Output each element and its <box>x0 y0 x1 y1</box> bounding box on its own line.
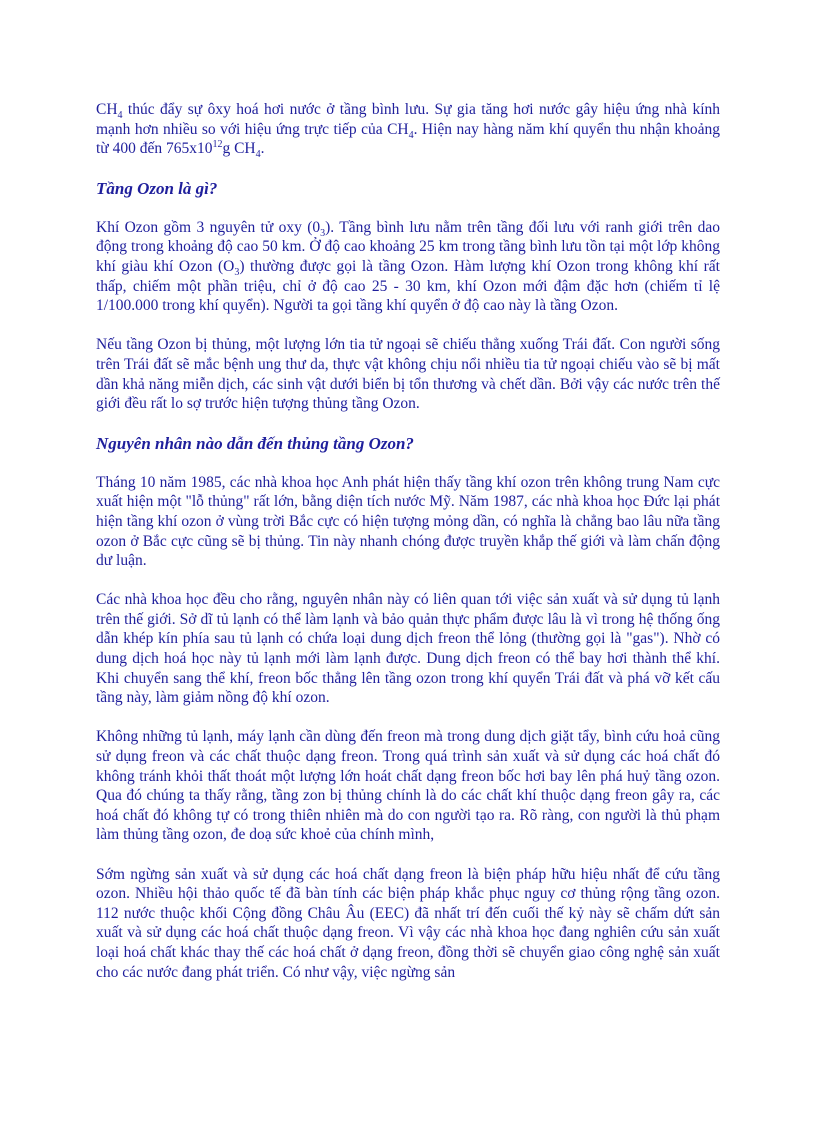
heading-ozone-layer: Tầng Ozon là gì? <box>96 178 218 198</box>
intro-text: . <box>260 140 265 158</box>
solutions-paragraph: Sớm ngừng sản xuất và sử dụng các hoá chất dạng freon là biện pháp hữu hiệu nhất để cứu tầng ozon. Nhiều hội thảo quốc tế đã bàn tính các biện pháp khắc phục nguy cơ thủng rộng tầng ozon. 112 nước thuộc khối Cộng đồng Châu Âu (EEC) đã nhất trí đến cuối thế kỷ này sẽ chấm dứt sản xuất và sử dụng các hoá chất thuộc dạng freon. Vì vậy các nhà khoa học đang nghiên cứu sản xuất loại hoá chất khác thay thế các hoá chất ở dạng freon, đồng thời sẽ chuyển giao công nghệ sản xuất cho các nước đang phát triển. Có như vậy, việc ngừng sản <box>96 865 720 981</box>
hole-effects-paragraph: Nếu tầng Ozon bị thủng, một lượng lớn tia tử ngoại sẽ chiếu thẳng xuống Trái đất. Con người sống trên Trái đất sẽ mắc bệnh ung thư da, thực vật không chịu nổi nhiều tia tử ngoại chiếu vào sẽ bị mất dần khả năng miễn dịch, các sinh vật dưới biển bị tổn thương và chết dần. Bởi vậy các nước trên thế giới đều rất lo sợ trước hiện tượng thủng tầng Ozon. <box>96 336 720 413</box>
heading-causes: Nguyên nhân nào dẫn đến thủng tầng Ozon? <box>96 433 414 453</box>
paragraph-text: Khí Ozon gồm 3 nguyên tử oxy (0 <box>96 218 321 236</box>
discovery-1985-paragraph: Tháng 10 năm 1985, các nhà khoa học Anh phát hiện thấy tầng khí ozon trên không trung Nam cực xuất hiện một "lỗ thủng" rất lớn, bằng diện tích nước Mỹ. Năm 1987, các nhà khoa học Đức lại phát hiện tầng khí ozon ở vùng trời Bắc cực có hiện tượng mỏng dần, có nghĩa là chẳng bao lâu nữa tầng ozon ở Bắc cực cũng sẽ bị thủng. Tin này nhanh chóng được truyền khắp thế giới và làm chấn động dư luận. <box>96 473 720 570</box>
paragraph-text: ). Tầng bình lưu nằm trên tầng đối lưu với ranh giới trên dao động trong khoảng độ cao 50 km. Ở độ cao khoảng 25 km trong tầng bình lưu tồn tại một lớp không khí giàu khí Ozon (O <box>96 218 720 275</box>
subscript: 4 <box>117 110 123 122</box>
intro-text: . Hiện nay hàng năm khí quyển thu nhận khoảng từ 400 đến 765x10 <box>96 120 720 158</box>
subscript: 3 <box>320 227 326 239</box>
freon-other-paragraph: Không những tủ lạnh, máy lạnh cần dùng đến freon mà trong dung dịch giặt tẩy, bình cứu hoả cũng sử dụng freon và các chất thuộc dạng freon. Trong quá trình sản xuất và sử dụng các hoá chất đó không tránh khỏi thất thoát một lượng lớn hoát chất dạng freon bốc hơi bay lên phá huỷ tầng ozon. Qua đó chúng ta thấy rằng, tầng zon bị thủng chính là do các chất khí thuộc dạng freon gây ra, các hoá chất đó không tự có trong thiên nhiên mà do con người tạo ra. Rõ ràng, con người là thủ phạm làm thủng tầng ozon, đe doạ sức khoẻ của chính mình, <box>96 728 720 844</box>
document-page <box>96 100 720 982</box>
intro-text: thúc đẩy sự ôxy hoá hơi nước ở tầng bình lưu. Sự gia tăng hơi nước gây hiệu ứng nhà kính mạnh hơn nhiều so với hiệu ứng trực tiếp của CH <box>96 101 720 138</box>
subscript: 3 <box>234 267 240 279</box>
ozone-definition-paragraph <box>96 218 720 316</box>
subscript: 4 <box>255 149 261 161</box>
paragraph-text: ) thường được gọi là tầng Ozon. Hàm lượng khí Ozon trong không khí rất thấp, chiếm một phần triệu, chỉ ở độ cao 25 - 30 km, khí Ozon mới đậm đặc hơn (chiếm tỉ lệ 1/100.000 trong khí quyển). Người ta gọi tầng khí quyển ở độ cao này là tầng Ozon. <box>96 257 720 315</box>
freon-fridge-paragraph: Các nhà khoa học đều cho rằng, nguyên nhân này có liên quan tới việc sản xuất và sử dụng tủ lạnh trên thế giới. Sở dĩ tủ lạnh có thể làm lạnh và bảo quản thực phẩm được lâu là vì trong hệ thống ống dẫn khép kín phía sau tủ lạnh có chứa loại dung dịch freon thể lỏng (thường gọi là "gas"). Nhờ có dung dịch hoá học này tủ lạnh mới làm lạnh được. Dung dịch freon có thể bay hơi thành thể khí. Khi chuyển sang thể khí, freon bốc thẳng lên tầng ozon trong khí quyển Trái đất và phá vỡ kết cấu tầng này, làm giảm nồng độ khí ozon. <box>96 591 720 707</box>
subscript: 4 <box>408 129 414 141</box>
intro-text: CH <box>96 101 118 118</box>
intro-text: g CH <box>222 140 256 158</box>
intro-paragraph <box>96 100 720 159</box>
superscript: 12 <box>212 139 223 151</box>
